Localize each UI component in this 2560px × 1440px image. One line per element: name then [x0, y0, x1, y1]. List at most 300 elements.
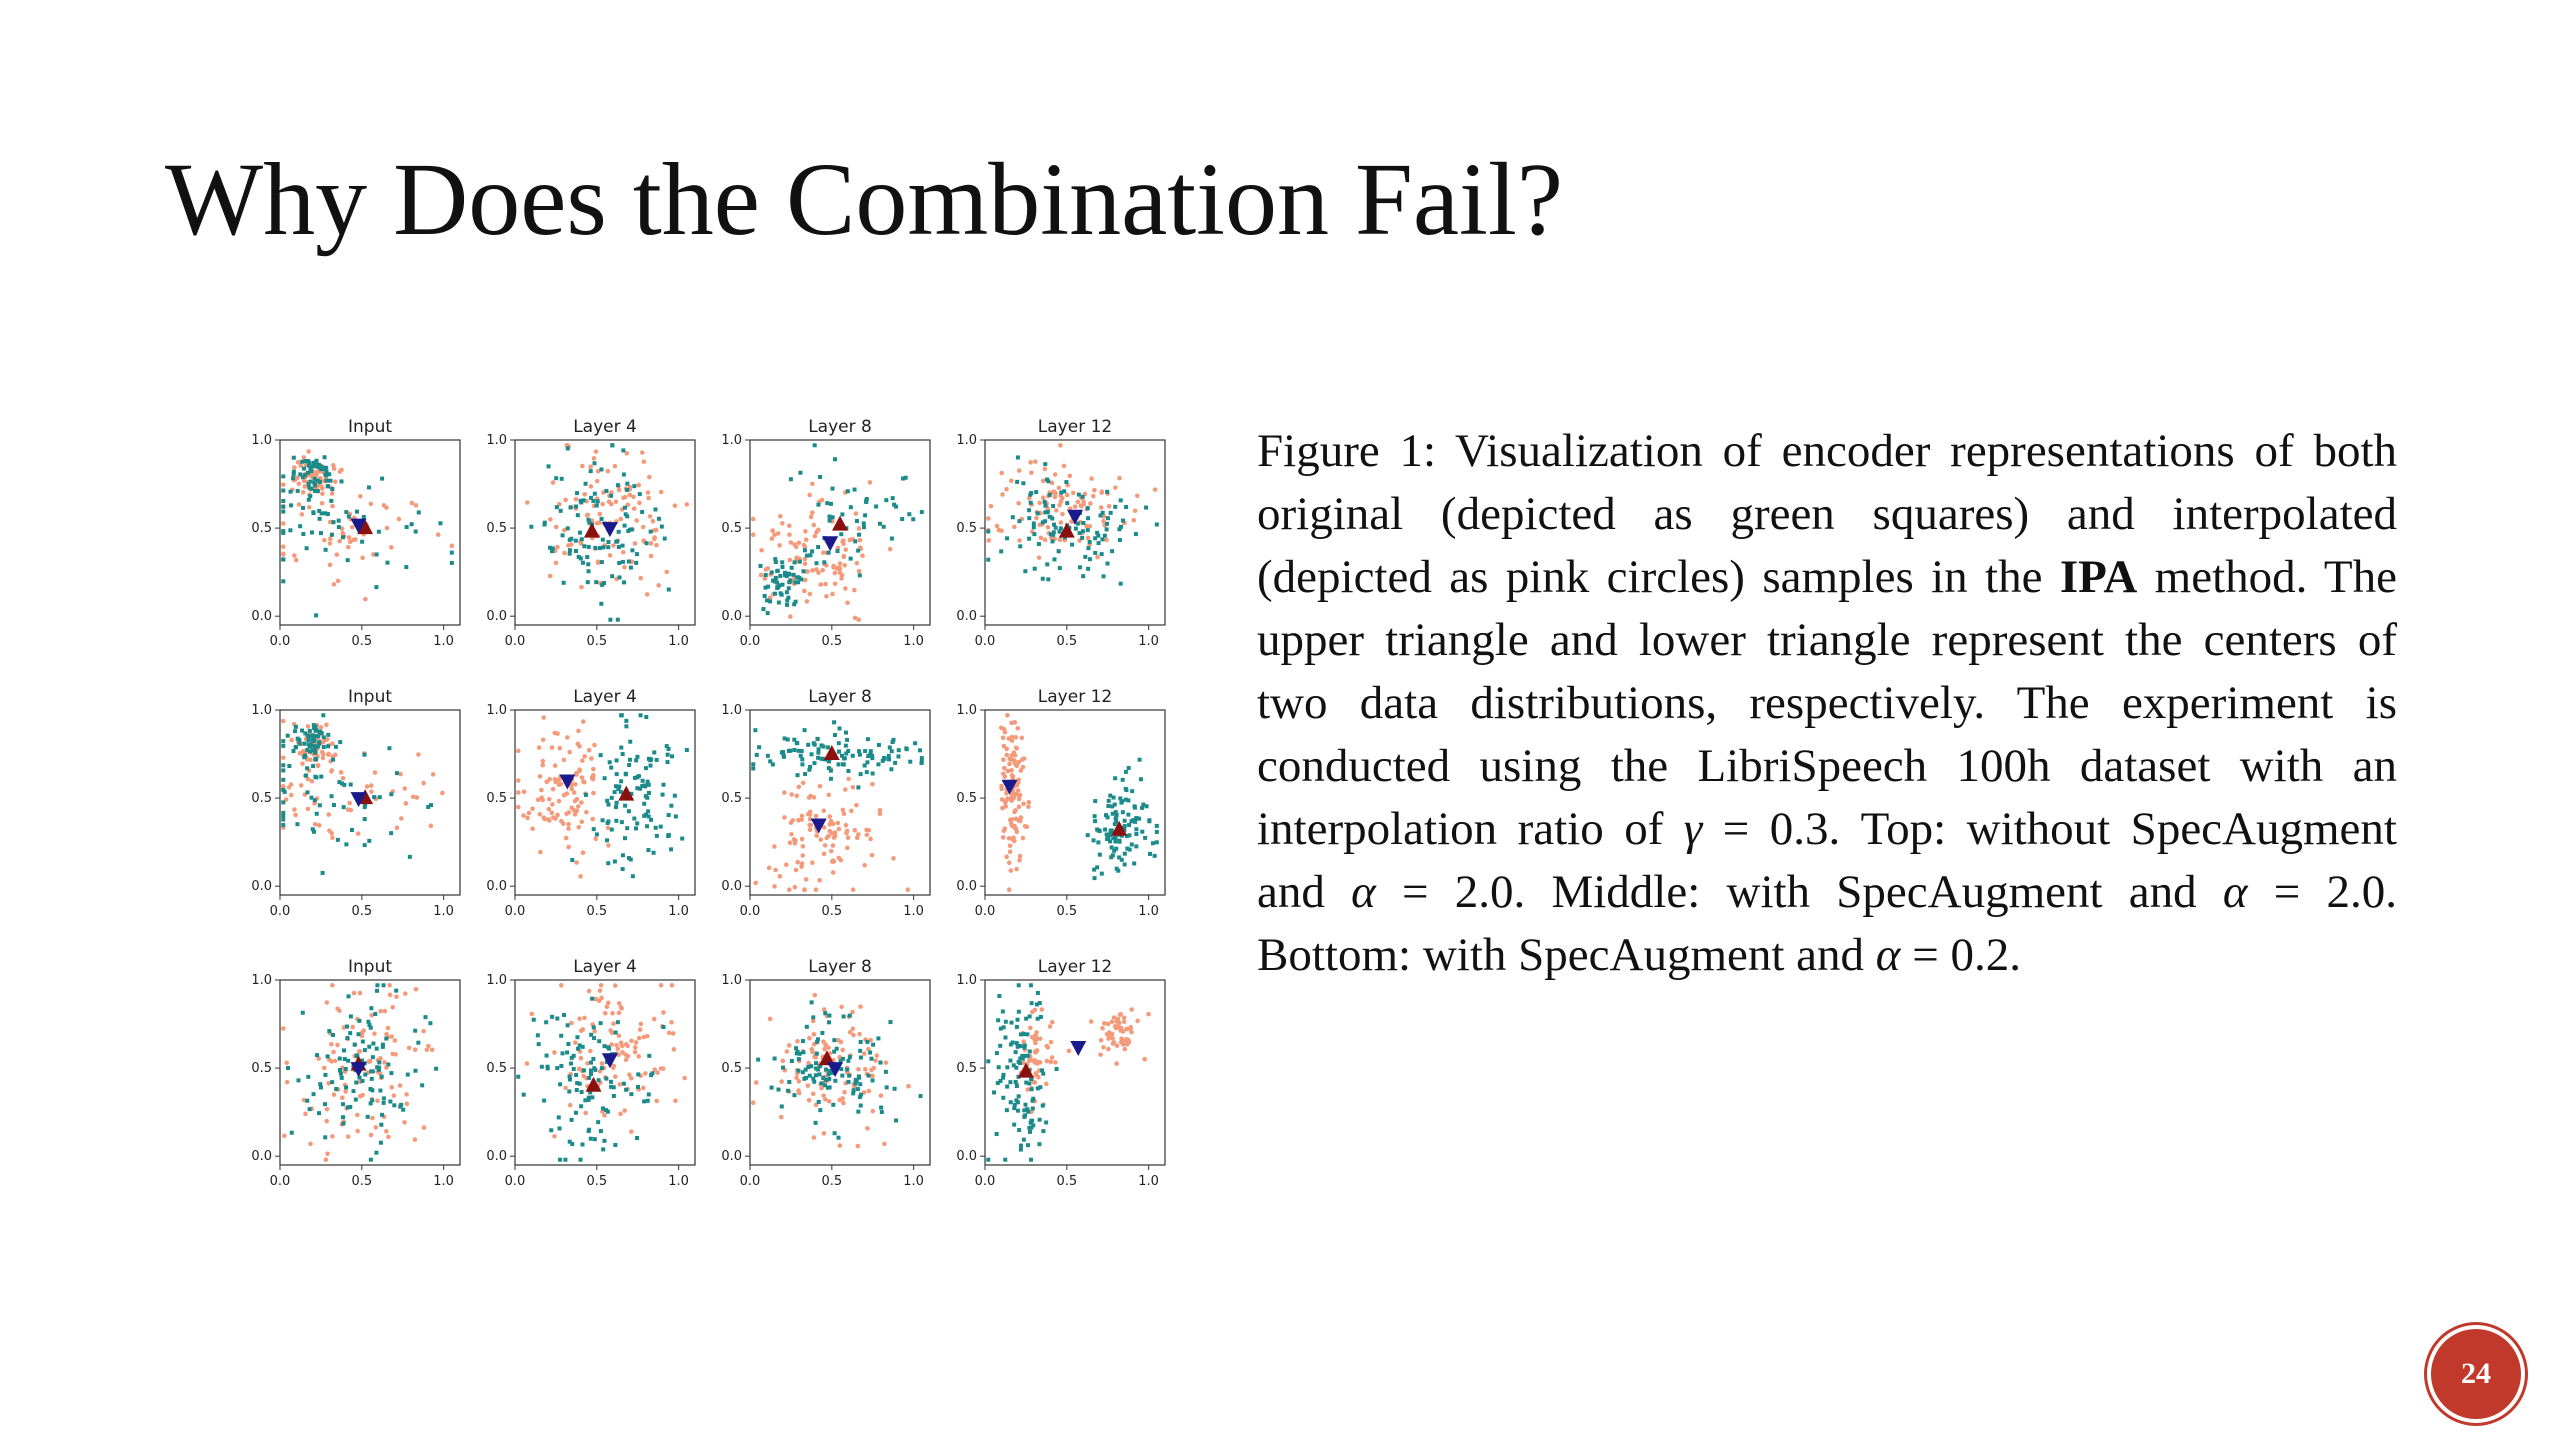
original-point	[576, 513, 580, 517]
original-point	[646, 848, 650, 852]
original-point	[1118, 840, 1122, 844]
original-point	[346, 1059, 350, 1063]
interpolated-point	[303, 1112, 308, 1117]
interpolated-point	[521, 813, 526, 818]
interpolated-point	[669, 1020, 674, 1025]
x-tick-label: 1.0	[903, 1174, 924, 1189]
interpolated-point	[281, 755, 286, 760]
interpolated-point	[610, 1011, 615, 1016]
interpolated-point	[347, 535, 352, 540]
original-point	[1028, 1130, 1032, 1134]
interpolated-point	[332, 1092, 337, 1097]
interpolated-point	[373, 770, 378, 775]
interpolated-point	[1018, 793, 1023, 798]
interpolated-point	[1135, 494, 1140, 499]
x-tick-label: 0.0	[269, 634, 291, 649]
interpolated-point	[1013, 720, 1018, 725]
original-point	[832, 720, 836, 724]
original-point	[634, 826, 638, 830]
x-tick-label: 0.5	[351, 904, 373, 919]
interpolated-point	[1038, 1036, 1043, 1041]
interpolated-point	[579, 800, 584, 805]
original-point	[1023, 569, 1027, 573]
interpolated-point	[296, 460, 301, 465]
original-point	[844, 744, 848, 748]
page-number-badge: 24	[2427, 1325, 2525, 1423]
interpolated-point	[1112, 1040, 1117, 1045]
interpolated-point	[369, 502, 374, 507]
original-point	[806, 743, 810, 747]
y-tick-label: 0.0	[251, 879, 272, 895]
original-point	[642, 802, 646, 806]
original-point	[647, 1092, 651, 1096]
original-point	[1074, 527, 1078, 531]
original-point	[876, 762, 880, 766]
original-point	[1026, 1054, 1030, 1058]
original-point	[785, 590, 789, 594]
original-point	[780, 593, 784, 597]
scatter-panel	[721, 417, 930, 649]
y-tick-label: 0.5	[486, 791, 507, 807]
x-tick-label: 0.0	[269, 1174, 291, 1189]
original-point	[1096, 840, 1100, 844]
interpolated-point	[522, 789, 527, 794]
interpolated-point	[317, 823, 322, 828]
original-point	[1023, 1113, 1027, 1117]
original-point	[1092, 838, 1096, 842]
original-point	[338, 740, 342, 744]
interpolated-point	[806, 1083, 811, 1088]
panel-title: Layer 4	[573, 957, 637, 977]
interpolated-point	[584, 810, 589, 815]
original-point	[644, 715, 648, 719]
interpolated-point	[780, 521, 785, 526]
interpolated-point	[525, 500, 530, 505]
original-point	[646, 809, 650, 813]
interpolated-point	[1008, 849, 1013, 854]
original-point	[1015, 1025, 1019, 1029]
interpolated-point	[1068, 474, 1073, 479]
original-point	[306, 733, 310, 737]
original-point	[669, 847, 673, 851]
original-point	[600, 560, 604, 564]
original-point	[317, 1111, 321, 1115]
interpolated-point	[870, 1074, 875, 1079]
original-point	[348, 1031, 352, 1035]
original-point	[388, 1100, 392, 1104]
interpolated-point	[836, 1038, 841, 1043]
original-point	[773, 592, 777, 596]
interpolated-point	[772, 533, 777, 538]
interpolated-point	[1017, 858, 1022, 863]
interpolated-point	[544, 780, 549, 785]
interpolated-point	[525, 816, 530, 821]
interpolated-point	[327, 828, 332, 833]
original-point	[1043, 519, 1047, 523]
original-point	[756, 1058, 760, 1062]
original-point	[1058, 530, 1062, 534]
original-point	[301, 532, 305, 536]
interpolated-point	[797, 540, 802, 545]
interpolated-point	[1003, 800, 1008, 805]
original-point	[907, 512, 911, 516]
interpolated-point	[1013, 753, 1018, 758]
interpolated-point	[530, 806, 535, 811]
original-point	[609, 1080, 613, 1084]
caption-bold-ipa: IPA	[2059, 551, 2138, 603]
interpolated-point	[865, 1126, 870, 1131]
original-point	[823, 1011, 827, 1015]
interpolated-point	[611, 1021, 616, 1026]
original-point	[798, 560, 802, 564]
interpolated-point	[1049, 1060, 1054, 1065]
original-point	[586, 580, 590, 584]
interpolated-point	[649, 554, 654, 559]
interpolated-point	[837, 827, 842, 832]
original-point	[1081, 521, 1085, 525]
original-point	[591, 1057, 595, 1061]
original-point	[1119, 498, 1123, 502]
interpolated-point	[841, 1101, 846, 1106]
original-point	[434, 1067, 438, 1071]
original-point	[616, 483, 620, 487]
original-point	[800, 749, 804, 753]
interpolated-point	[328, 541, 333, 546]
interpolated-point	[325, 1151, 330, 1156]
original-point	[761, 607, 765, 611]
original-point	[1015, 1041, 1019, 1045]
original-point	[375, 1047, 379, 1051]
interpolated-point	[842, 1090, 847, 1095]
original-point	[378, 1089, 382, 1093]
interpolated-point	[855, 561, 860, 566]
interpolated-point	[569, 1021, 574, 1026]
original-point	[281, 818, 285, 822]
interpolated-point	[397, 517, 402, 522]
original-point	[1099, 514, 1103, 518]
original-point	[281, 529, 285, 533]
original-point	[1016, 1018, 1020, 1022]
original-point	[807, 768, 811, 772]
original-point	[522, 1093, 526, 1097]
original-point	[339, 1072, 343, 1076]
original-point	[334, 745, 338, 749]
interpolated-point	[287, 785, 292, 790]
original-point	[394, 989, 398, 993]
original-point	[1095, 531, 1099, 535]
interpolated-point	[579, 585, 584, 590]
original-point	[815, 1052, 819, 1056]
original-point	[558, 1158, 562, 1162]
interpolated-point	[1017, 805, 1022, 810]
interpolated-point	[1002, 744, 1007, 749]
interpolated-point	[414, 987, 419, 992]
original-point	[408, 855, 412, 859]
interpolated-point	[882, 1142, 887, 1147]
interpolated-point	[810, 568, 815, 573]
interpolated-point	[810, 510, 815, 515]
interpolated-point	[648, 514, 653, 519]
original-point	[773, 1057, 777, 1061]
interpolated-point	[1128, 1027, 1133, 1032]
original-point	[601, 1147, 605, 1151]
interpolated-point	[1065, 493, 1070, 498]
original-point	[891, 496, 895, 500]
original-point	[404, 565, 408, 569]
original-point	[623, 836, 627, 840]
original-point	[996, 1081, 1000, 1085]
original-point	[627, 856, 631, 860]
original-point	[401, 1108, 405, 1112]
interpolated-point	[1033, 1050, 1038, 1055]
original-point	[1011, 515, 1015, 519]
original-point	[624, 1088, 628, 1092]
original-point	[893, 761, 897, 765]
original-point	[768, 759, 772, 763]
original-point	[777, 601, 781, 605]
y-tick-label: 1.0	[486, 433, 507, 448]
original-point	[369, 1158, 373, 1162]
lower-center-marker	[1070, 1041, 1086, 1056]
interpolated-point	[597, 512, 602, 517]
x-tick-label: 1.0	[433, 634, 454, 649]
interpolated-point	[1002, 727, 1007, 732]
original-point	[796, 575, 800, 579]
original-point	[344, 510, 348, 514]
interpolated-point	[843, 547, 848, 552]
original-point	[370, 1077, 374, 1081]
interpolated-point	[839, 1005, 844, 1010]
original-point	[1093, 799, 1097, 803]
x-tick-label: 0.5	[821, 634, 843, 649]
x-tick-label: 0.5	[1056, 904, 1078, 919]
interpolated-point	[593, 836, 598, 841]
interpolated-point	[306, 724, 311, 729]
original-point	[550, 1015, 554, 1019]
original-point	[785, 598, 789, 602]
original-point	[1012, 1063, 1016, 1067]
original-point	[619, 746, 623, 750]
interpolated-point	[1050, 1055, 1055, 1060]
original-point	[896, 754, 900, 758]
interpolated-point	[597, 520, 602, 525]
original-point	[305, 1099, 309, 1103]
interpolated-point	[837, 856, 842, 861]
interpolated-point	[621, 550, 626, 555]
original-point	[617, 530, 621, 534]
original-point	[770, 570, 774, 574]
original-point	[1046, 479, 1050, 483]
original-point	[313, 775, 317, 779]
original-point	[353, 1043, 357, 1047]
original-point	[579, 1158, 583, 1162]
original-point	[1115, 813, 1119, 817]
interpolated-point	[1028, 1026, 1033, 1031]
original-point	[863, 763, 867, 767]
original-point	[892, 738, 896, 742]
original-point	[562, 1013, 566, 1017]
interpolated-point	[649, 541, 654, 546]
original-point	[667, 813, 671, 817]
original-point	[329, 499, 333, 503]
original-point	[1124, 770, 1128, 774]
original-point	[607, 540, 611, 544]
interpolated-point	[1071, 491, 1076, 496]
original-point	[615, 772, 619, 776]
original-point	[616, 1020, 620, 1024]
interpolated-point	[852, 588, 857, 593]
original-point	[787, 1080, 791, 1084]
interpolated-point	[530, 826, 535, 831]
original-point	[555, 505, 559, 509]
original-point	[820, 1081, 824, 1085]
interpolated-point	[607, 499, 612, 504]
interpolated-point	[841, 808, 846, 813]
original-point	[827, 766, 831, 770]
original-point	[818, 1108, 822, 1112]
original-point	[790, 1059, 794, 1063]
interpolated-point	[1043, 538, 1048, 543]
original-point	[655, 758, 659, 762]
original-point	[851, 1091, 855, 1095]
interpolated-point	[606, 826, 611, 831]
interpolated-point	[613, 464, 618, 469]
caption-middle-value: = 2.0.	[2247, 866, 2397, 918]
original-point	[649, 764, 653, 768]
y-tick-label: 0.0	[251, 609, 272, 625]
interpolated-point	[1005, 753, 1010, 758]
interpolated-point	[588, 1049, 593, 1054]
interpolated-point	[330, 835, 335, 840]
interpolated-point	[624, 1042, 629, 1047]
original-point	[1043, 510, 1047, 514]
original-point	[549, 1128, 553, 1132]
interpolated-point	[999, 787, 1004, 792]
interpolated-point	[322, 1066, 327, 1071]
original-point	[1050, 517, 1054, 521]
original-point	[1012, 1123, 1016, 1127]
interpolated-point	[862, 1051, 867, 1056]
original-point	[1121, 519, 1125, 523]
interpolated-point	[617, 1011, 622, 1016]
original-point	[585, 555, 589, 559]
original-point	[604, 1077, 608, 1081]
interpolated-point	[611, 1064, 616, 1069]
original-point	[650, 1071, 654, 1075]
original-point	[604, 489, 608, 493]
original-point	[1086, 516, 1090, 520]
original-point	[1017, 1060, 1021, 1064]
original-point	[1131, 818, 1135, 822]
original-point	[845, 738, 849, 742]
original-point	[890, 537, 894, 541]
original-point	[1052, 523, 1056, 527]
interpolated-point	[326, 812, 331, 817]
original-point	[818, 475, 822, 479]
original-point	[632, 484, 636, 488]
interpolated-point	[293, 813, 298, 818]
original-point	[847, 1080, 851, 1084]
interpolated-point	[580, 464, 585, 469]
original-point	[646, 1099, 650, 1103]
original-point	[999, 1027, 1003, 1031]
original-point	[787, 586, 791, 590]
interpolated-point	[664, 570, 669, 575]
original-point	[1016, 455, 1020, 459]
interpolated-point	[754, 1080, 759, 1085]
interpolated-point	[1117, 1021, 1122, 1026]
original-point	[801, 1050, 805, 1054]
original-point	[1038, 1085, 1042, 1089]
interpolated-point	[803, 529, 808, 534]
interpolated-point	[421, 781, 426, 786]
original-point	[379, 1123, 383, 1127]
original-point	[885, 1085, 889, 1089]
original-point	[281, 763, 285, 767]
original-point	[598, 546, 602, 550]
interpolated-point	[814, 833, 819, 838]
interpolated-point	[1058, 443, 1063, 448]
caption-alpha-symbol-middle: α	[2222, 866, 2248, 918]
original-point	[377, 1068, 381, 1072]
original-point	[832, 1038, 836, 1042]
scatter-panel	[721, 957, 930, 1189]
original-point	[570, 1056, 574, 1060]
original-point	[362, 515, 366, 519]
interpolated-point	[831, 564, 836, 569]
original-point	[1133, 806, 1137, 810]
panel-frame	[750, 710, 930, 895]
interpolated-point	[808, 827, 813, 832]
original-point	[618, 575, 622, 579]
original-point	[1022, 1032, 1026, 1036]
original-point	[357, 1019, 361, 1023]
original-point	[351, 1089, 355, 1093]
original-point	[1110, 845, 1114, 849]
x-tick-label: 0.0	[504, 1174, 526, 1189]
original-point	[1100, 872, 1104, 876]
interpolated-point	[778, 514, 783, 519]
original-point	[829, 502, 833, 506]
interpolated-point	[349, 808, 354, 813]
original-point	[836, 549, 840, 553]
scatter-panel	[486, 417, 695, 649]
original-point	[606, 545, 610, 549]
interpolated-point	[576, 729, 581, 734]
interpolated-point	[986, 516, 991, 521]
scatter-panel	[486, 687, 695, 919]
interpolated-point	[1016, 501, 1021, 506]
original-point	[1030, 1087, 1034, 1091]
original-point	[592, 1025, 596, 1029]
interpolated-point	[378, 1009, 383, 1014]
original-point	[561, 1051, 565, 1055]
interpolated-point	[281, 544, 286, 549]
interpolated-point	[770, 528, 775, 533]
interpolated-point	[797, 1091, 802, 1096]
original-point	[1139, 777, 1143, 781]
interpolated-point	[795, 860, 800, 865]
original-point	[296, 737, 300, 741]
original-point	[574, 539, 578, 543]
interpolated-point	[631, 495, 636, 500]
x-tick-label: 1.0	[433, 904, 454, 919]
interpolated-point	[410, 501, 415, 506]
interpolated-point	[1102, 1021, 1107, 1026]
original-point	[1093, 814, 1097, 818]
original-point	[341, 1115, 345, 1119]
interpolated-point	[335, 552, 340, 557]
